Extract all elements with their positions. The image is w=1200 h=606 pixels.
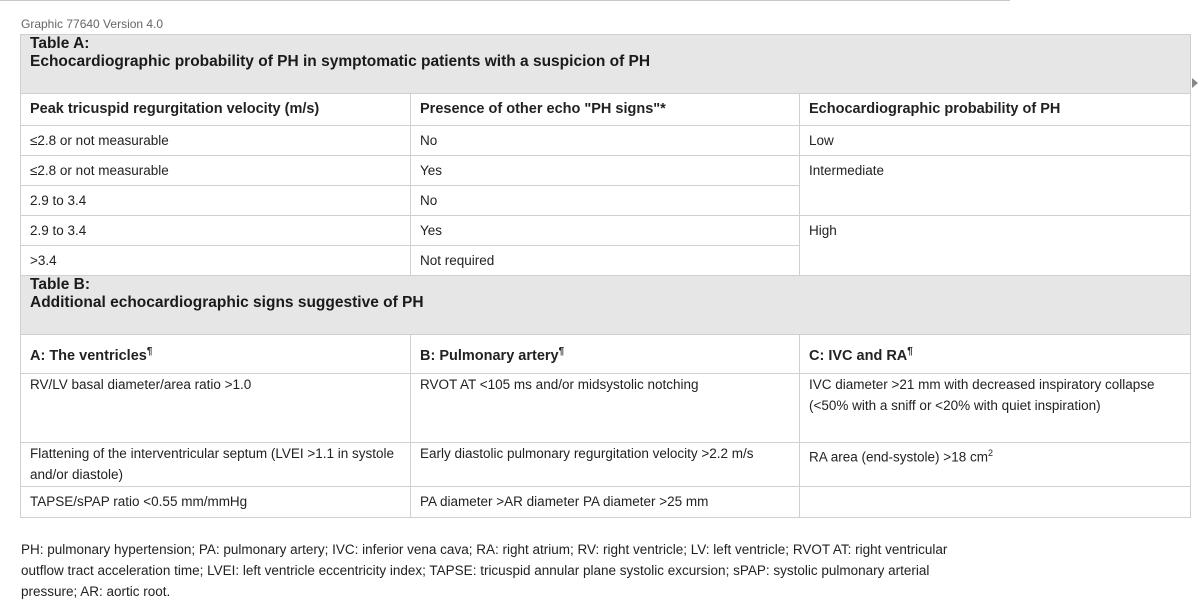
- signs-cell: No: [411, 126, 800, 156]
- ivc-ra-cell: [800, 442, 1191, 486]
- probability-cell: Intermediate: [800, 156, 1191, 216]
- horizontal-scrollbar-area[interactable]: [1190, 34, 1200, 522]
- probability-cell: High: [800, 216, 1191, 276]
- pulmonary-artery-cell: Early diastolic pulmonary regurgitation velocity >2.2 m/s: [411, 442, 800, 486]
- table-b-header-pulmonary-artery: [411, 335, 800, 374]
- ra-area-text: RA area (end-systole) >18 cm: [809, 449, 988, 465]
- velocity-cell: ≤2.8 or not measurable: [21, 156, 411, 186]
- table-row: [21, 216, 1191, 246]
- header-text: A: The ventricles: [30, 347, 147, 364]
- pulmonary-artery-cell: PA diameter >AR diameter PA diameter >25 mm: [411, 486, 800, 517]
- pilcrow-mark: ¶: [146, 346, 153, 357]
- table-row: [21, 486, 1191, 517]
- header-text: B: Pulmonary artery: [420, 347, 559, 364]
- table-a-title-row: [21, 35, 1191, 94]
- header-text: C: IVC and RA: [809, 347, 908, 364]
- table-a-header-signs: Presence of other echo "PH signs"*: [411, 94, 800, 126]
- signs-cell: Not required: [411, 246, 800, 276]
- ventricles-cell: RV/LV basal diameter/area ratio >1.0: [21, 373, 411, 442]
- table-a-title: [21, 35, 1191, 94]
- table-row: [21, 442, 1191, 486]
- table-a-title-line1: Table A:: [30, 35, 90, 52]
- pilcrow-mark: ¶: [907, 346, 913, 357]
- graphic-id-label: Graphic 77640 Version 4.0: [21, 17, 164, 31]
- table-b-header-row: [21, 335, 1191, 374]
- echo-table: [20, 34, 1191, 518]
- scroll-right-arrow-icon: [1192, 78, 1198, 88]
- ventricles-cell: TAPSE/sPAP ratio <0.55 mm/mmHg: [21, 486, 411, 517]
- table-b-header-ventricles: [21, 335, 411, 374]
- pilcrow-mark: ¶: [558, 346, 565, 357]
- velocity-cell: 2.9 to 3.4: [21, 216, 411, 246]
- table-a-title-line2: Echocardiographic probability of PH in symptomatic patients with a suspicion of PH: [30, 53, 651, 70]
- table-row: [21, 156, 1191, 186]
- signs-cell: Yes: [411, 216, 800, 246]
- top-divider: [0, 0, 1010, 1]
- ivc-ra-cell: [800, 486, 1191, 517]
- table-b-title: [21, 276, 1191, 335]
- table-b-title-line1: Table B:: [30, 276, 90, 293]
- abbreviations-footnote: PH: pulmonary hypertension; PA: pulmonary artery; IVC: inferior vena cava; RA: right atrium; RV: right ventricle; LV: left ventricle; RVOT AT: right ventricular outflow tract acceleration time; LVEI: left ventricle eccentricity index; TAPSE: tricuspid annular plane systolic excursion; sPAP: systolic pulmonary arterial pressure; AR: aortic root.: [21, 542, 948, 599]
- table-b-title-line2: Additional echocardiographic signs suggestive of PH: [30, 294, 424, 311]
- velocity-cell: >3.4: [21, 246, 411, 276]
- probability-cell: Low: [800, 126, 1191, 156]
- velocity-cell: ≤2.8 or not measurable: [21, 126, 411, 156]
- table-b-header-ivc-ra: [800, 335, 1191, 374]
- table-a-header-probability: Echocardiographic probability of PH: [800, 94, 1191, 126]
- ra-area-exponent: 2: [987, 447, 993, 458]
- table-row: [21, 126, 1191, 156]
- velocity-cell: 2.9 to 3.4: [21, 186, 411, 216]
- pulmonary-artery-cell: RVOT AT <105 ms and/or midsystolic notching: [411, 373, 800, 442]
- ventricles-cell: Flattening of the interventricular septum (LVEI >1.1 in systole and/or diastole): [21, 442, 411, 486]
- signs-cell: No: [411, 186, 800, 216]
- table-a-header-velocity: Peak tricuspid regurgitation velocity (m/s): [21, 94, 411, 126]
- table-row: [21, 373, 1191, 442]
- table-b-title-row: [21, 276, 1191, 335]
- signs-cell: Yes: [411, 156, 800, 186]
- ivc-ra-cell: IVC diameter >21 mm with decreased inspiratory collapse (<50% with a sniff or <20% with quiet inspiration): [800, 373, 1191, 442]
- table-a-header-row: [21, 94, 1191, 126]
